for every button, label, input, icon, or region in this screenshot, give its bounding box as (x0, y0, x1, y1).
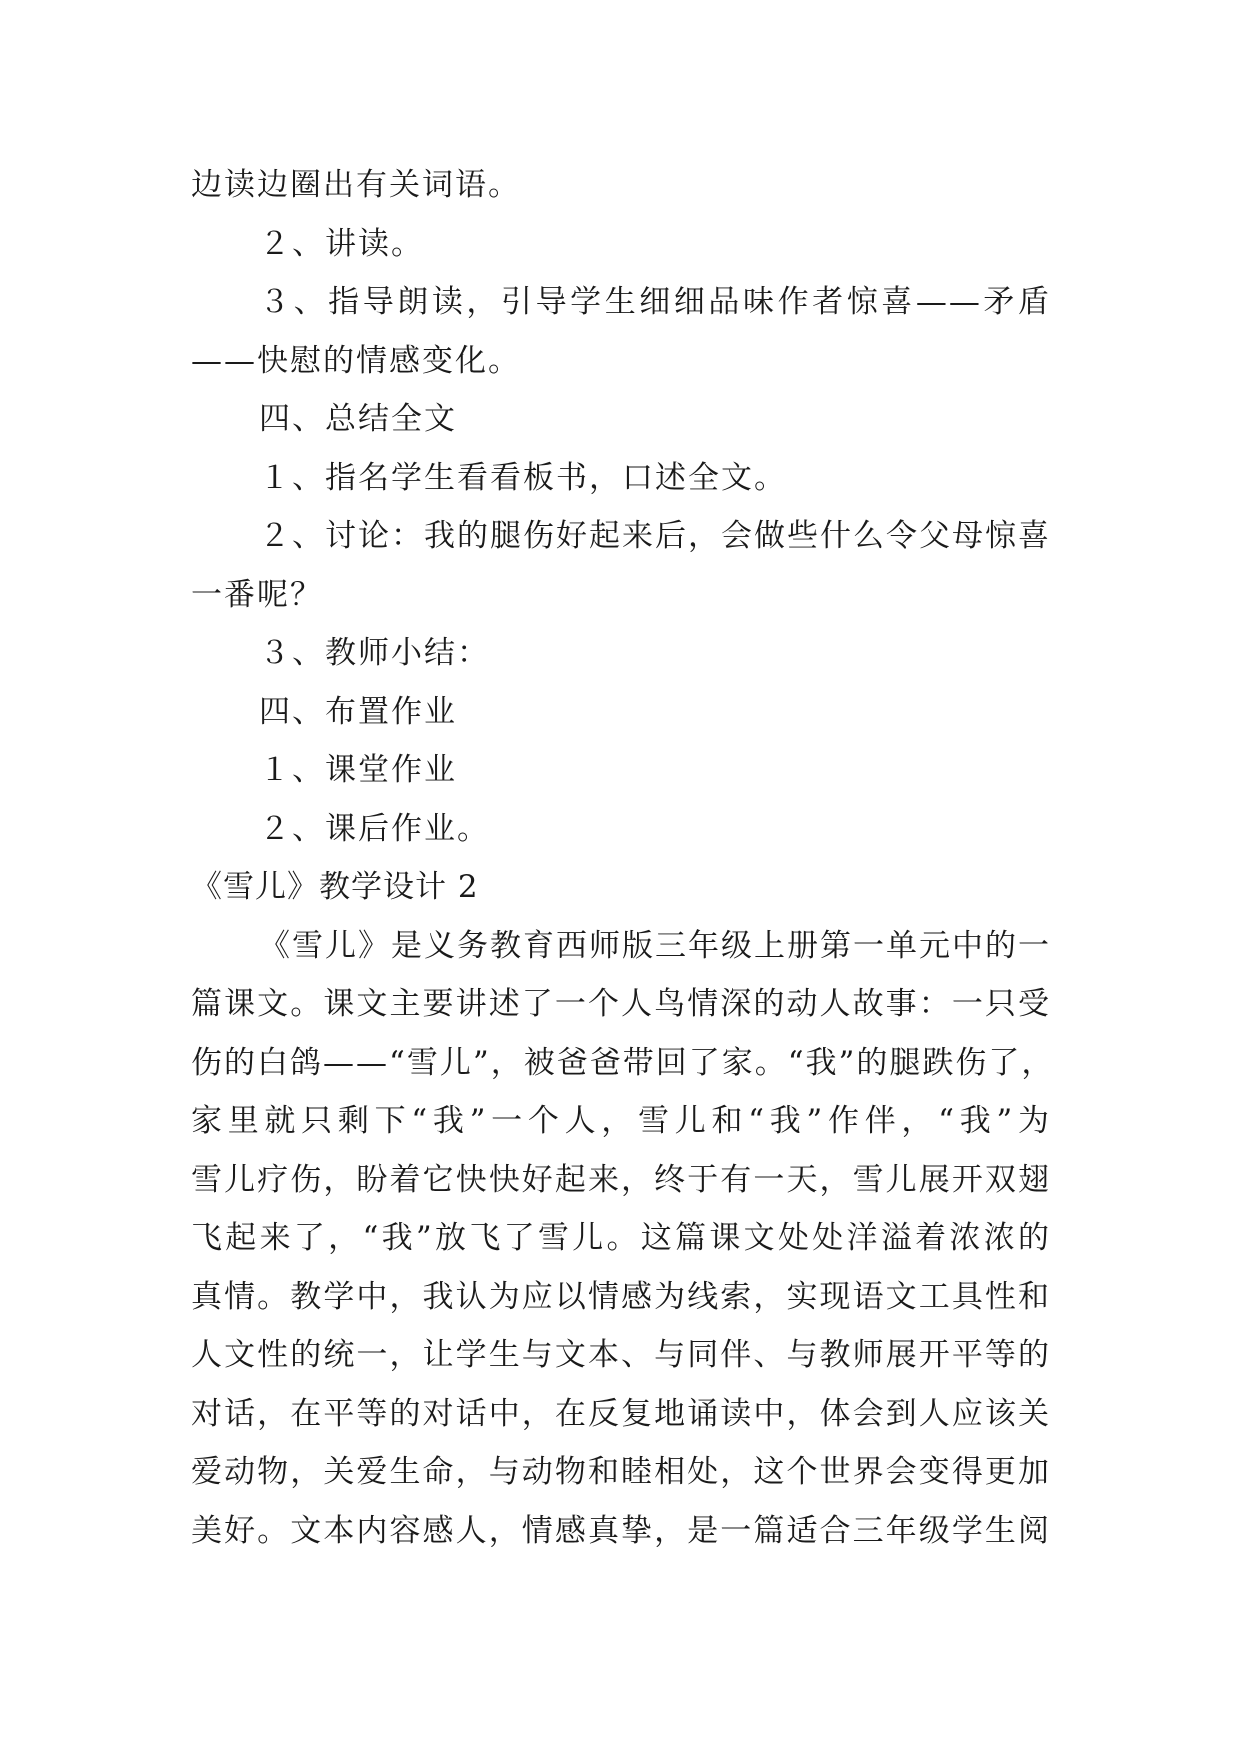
paragraph-line: 雪儿疗伤，盼着它快快好起来，终于有一天，雪儿展开双翅 (191, 1161, 1051, 1198)
text-line: １、指名学生看看板书，口述全文。 (259, 459, 787, 496)
paragraph-line: 篇课文。课文主要讲述了一个人鸟情深的动人故事：一只受 (191, 986, 1051, 1022)
paragraph-line: 美好。文本内容感人，情感真挚，是一篇适合三年级学生阅 (191, 1512, 1051, 1549)
section-heading: 四、总结全文 (259, 401, 457, 437)
text-line: ２、课后作业。 (259, 810, 490, 847)
text-line: ３、教师小结： (259, 635, 490, 671)
paragraph-line: 《雪儿》是义务教育西师版三年级上册第一单元中的一 (259, 927, 1051, 964)
paragraph-line: 家里就只剩下“我”一个人，雪儿和“我”作伴，“我”为 (191, 1103, 1051, 1139)
text-line: ２、讨论：我的腿伤好起来后，会做些什么令父母惊喜 (259, 518, 1051, 554)
paragraph-line: 真情。教学中，我认为应以情感为线索，实现语文工具性和 (191, 1278, 1051, 1315)
text-line: 一番呢？ (191, 576, 323, 613)
text-line: ——快慰的情感变化。 (191, 342, 521, 379)
paragraph-line: 人文性的统一，让学生与文本、与同伴、与教师展开平等的 (191, 1337, 1051, 1373)
paragraph-line: 伤的白鸽——“雪儿”，被爸爸带回了家。“我”的腿跌伤了， (191, 1044, 1055, 1081)
paragraph-line: 飞起来了，“我”放飞了雪儿。这篇课文处处洋溢着浓浓的 (191, 1220, 1051, 1256)
document-body (191, 156, 1055, 1560)
paragraph-line: 爱动物，关爱生命，与动物和睦相处，这个世界会变得更加 (191, 1454, 1051, 1490)
text-line: ２、讲读。 (259, 225, 424, 262)
document-title: 《雪儿》教学设计 2 (191, 869, 479, 905)
section-heading: 四、布置作业 (259, 693, 457, 730)
paragraph-line: 对话，在平等的对话中，在反复地诵读中，体会到人应该关 (191, 1395, 1051, 1432)
text-line: １、课堂作业 (259, 752, 457, 788)
text-line: ３、指导朗读，引导学生细细品味作者惊喜——矛盾 (259, 284, 1051, 320)
text-line: 边读边圈出有关词语。 (191, 167, 521, 203)
